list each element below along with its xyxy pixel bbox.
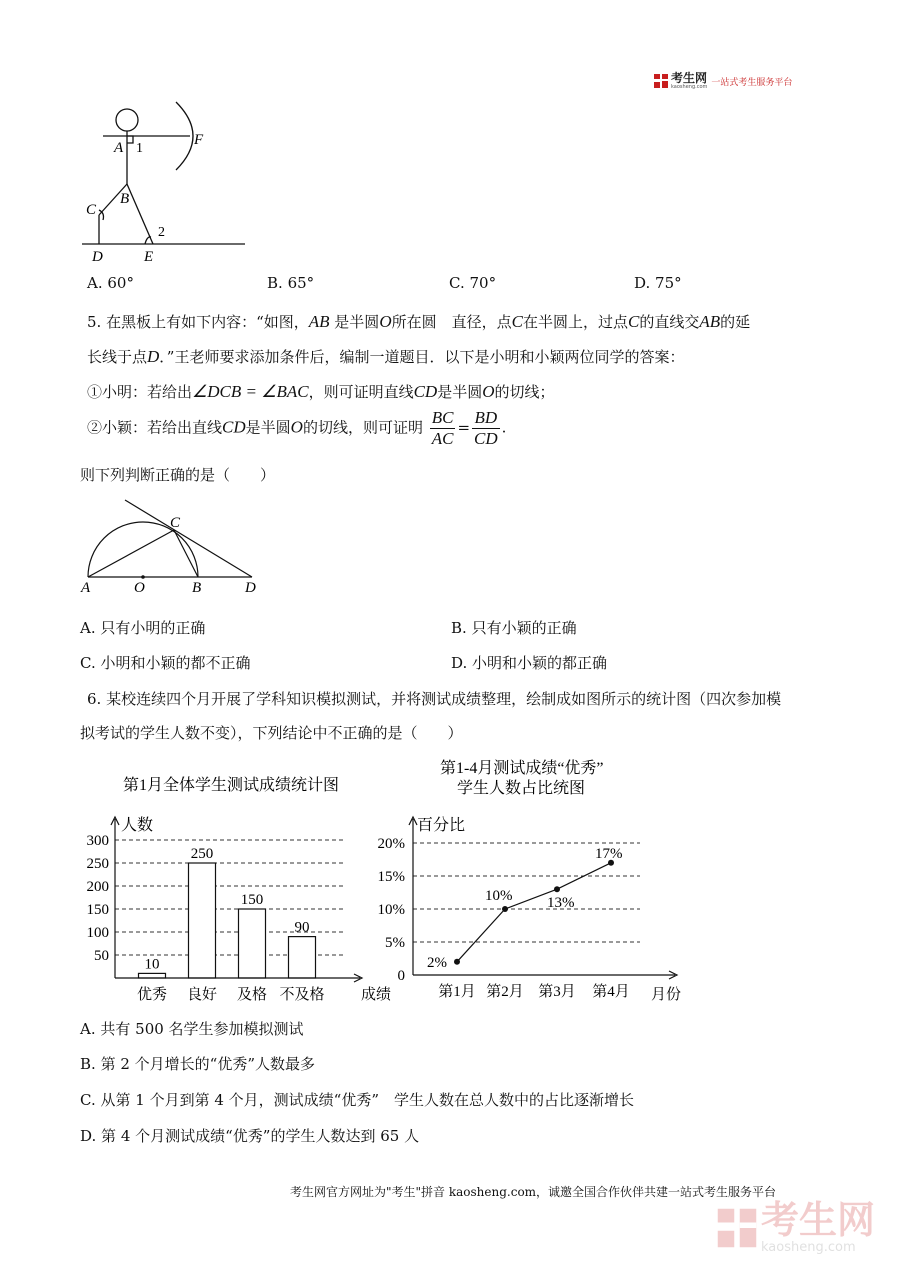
line-chart [365, 755, 710, 1010]
q4-option-d: D. 75° [634, 274, 682, 292]
line-category-label: 第1月 [438, 984, 476, 1000]
line-y-tick-label: 15% [377, 869, 405, 885]
archer-head [116, 109, 138, 131]
archer-figure [70, 100, 250, 265]
label-a: A [81, 580, 91, 595]
label-c: C [170, 515, 181, 531]
bar-y-tick-label: 250 [86, 856, 109, 872]
q6-line-2: 拟考试的学生人数不变），下列结论中不正确的是（ ） [80, 724, 463, 742]
footer-text: 考生网官方网址为"考生"拼音 kaosheng.com，诚邀全国合作伙伴共建一站式考生服务平台 [290, 1185, 777, 1199]
q5-line-5: 则下列判断正确的是（ ） [80, 466, 276, 484]
label-2: 2 [158, 225, 165, 240]
bar-category-label: 不及格 [279, 987, 325, 1003]
q5-option-a: A. 只有小明的正确 [80, 619, 206, 637]
fraction-bc-ac: $\frac{BC}{AC}$ [431, 408, 454, 448]
bar-value-label: 250 [190, 846, 214, 862]
line-y-tick-label: 5% [385, 935, 405, 951]
point-value-label: 17% [595, 845, 623, 862]
label-a: A [114, 140, 124, 156]
bar-chart-ylabel: 人数 [121, 817, 154, 834]
bar-y-tick-label: 300 [86, 833, 109, 849]
leg-be [127, 184, 153, 244]
watermark [717, 1200, 875, 1255]
q5-line-1: 5. 在黑板上有如下内容：“如图，AB 是半圆O所在圆 直径，点C在半圆上，过点C的直线交AB的延 [87, 312, 751, 331]
tangent-line-cd [125, 500, 252, 577]
label-1: 1 [136, 141, 143, 156]
q4-option-a: A. 60° [87, 274, 134, 292]
header-logo [654, 72, 792, 90]
bar-y-tick-label: 50 [94, 948, 109, 964]
q5-option-b: B. 只有小颖的正确 [451, 619, 577, 637]
bar-category-label: 及格 [236, 987, 268, 1003]
q6-option-d: D. 第 4 个月测试成绩“优秀”的学生人数达到 65 人 [80, 1127, 420, 1145]
q5-line-4: ②小颖：若给出直线CD是半圆O的切线，则可证明 $\frac{BC}{AC}$ = $\frac{BD}{CD}$ . [87, 408, 507, 448]
watermark-logo-icon [717, 1206, 757, 1250]
semicircle-figure [70, 495, 270, 595]
q5-option-d: D. 小明和小颖的都正确 [451, 654, 608, 672]
q6-option-a: A. 共有 500 名学生参加模拟测试 [80, 1020, 304, 1038]
bar-category-label: 良好 [186, 987, 218, 1003]
bar [289, 937, 316, 978]
label-f: F [194, 132, 204, 148]
bar-chart [75, 755, 405, 1010]
fraction-bd-cd: $\frac{BD}{CD}$ [474, 408, 498, 448]
line-chart-xlabel: 月份 [651, 987, 682, 1003]
bar-chart-title: 第1月全体学生测试成绩统计图 [123, 777, 340, 794]
line-y-tick-label: 20% [377, 836, 405, 852]
watermark-text: 考生网 [761, 1198, 876, 1242]
q5-line-3: ①小明：若给出∠DCB = ∠BAC，则可证明直线CD是半圆O的切线； [87, 382, 555, 401]
q4-option-c: C. 70° [449, 274, 497, 292]
line-category-label: 第2月 [486, 984, 524, 1000]
q4-option-b: B. 65° [267, 274, 315, 292]
bar-value-label: 90 [294, 919, 310, 936]
data-point [502, 906, 508, 912]
label-d: D [245, 580, 256, 595]
line-y-tick-label: 0 [397, 968, 405, 984]
label-o: O [134, 580, 145, 595]
header-slogan: 一站式考生服务平台 [711, 77, 793, 88]
line-y-tick-label: 10% [377, 902, 405, 918]
bar [139, 973, 166, 978]
line-category-label: 第3月 [538, 984, 576, 1000]
label-b: B [120, 191, 130, 207]
q6-option-c: C. 从第 1 个月到第 4 个月，测试成绩“优秀” 学生人数在总人数中的占比逐渐增长 [80, 1091, 634, 1109]
data-point [454, 959, 460, 965]
bar-value-label: 150 [240, 892, 264, 908]
line-category-label: 第4月 [592, 984, 630, 1000]
bar-y-tick-label: 150 [86, 902, 109, 918]
bar-chart-xlabel: 成绩 [361, 987, 392, 1003]
label-c: C [86, 202, 97, 218]
center-point-o [141, 575, 145, 579]
line-chart-ylabel: 百分比 [417, 817, 466, 834]
kaosheng-logo-icon [654, 73, 668, 89]
bar [239, 909, 266, 978]
logo-domain: kaosheng.com [671, 84, 708, 90]
point-value-label: 2% [427, 954, 447, 971]
line-chart-title-1: 第1-4月测试成绩“优秀” [440, 760, 604, 777]
q5-line-2: 长线于点D．”王老师要求添加条件后，编制一道题目．以下是小明和小颖两位同学的答案： [87, 347, 685, 366]
logo-name: 考生网 [671, 71, 708, 85]
bar-y-tick-label: 200 [86, 879, 109, 895]
watermark-domain: kaosheng.com [761, 1240, 856, 1255]
line-chart-title-2: 学生人数占比统图 [457, 780, 586, 797]
bar [189, 863, 216, 978]
label-e: E [144, 249, 154, 265]
label-b: B [192, 580, 202, 595]
series-line [457, 863, 611, 962]
point-value-label: 13% [547, 895, 575, 912]
bar-value-label: 10 [144, 956, 160, 973]
q6-line-1: 6. 某校连续四个月开展了学科知识模拟测试，并将测试成绩整理，绘制成如图所示的统计图（四次参加模 [87, 690, 782, 708]
q5-option-c: C. 小明和小颖的都不正确 [80, 654, 251, 672]
semicircle-arc [88, 522, 198, 577]
q6-option-b: B. 第 2 个月增长的“优秀”人数最多 [80, 1055, 315, 1073]
data-point [554, 886, 560, 892]
right-angle-mark [127, 136, 133, 143]
point-value-label: 10% [485, 888, 513, 904]
bar-category-label: 优秀 [136, 987, 168, 1003]
label-d: D [92, 249, 103, 265]
bar-y-tick-label: 100 [86, 925, 109, 941]
chord-ac [88, 530, 174, 577]
